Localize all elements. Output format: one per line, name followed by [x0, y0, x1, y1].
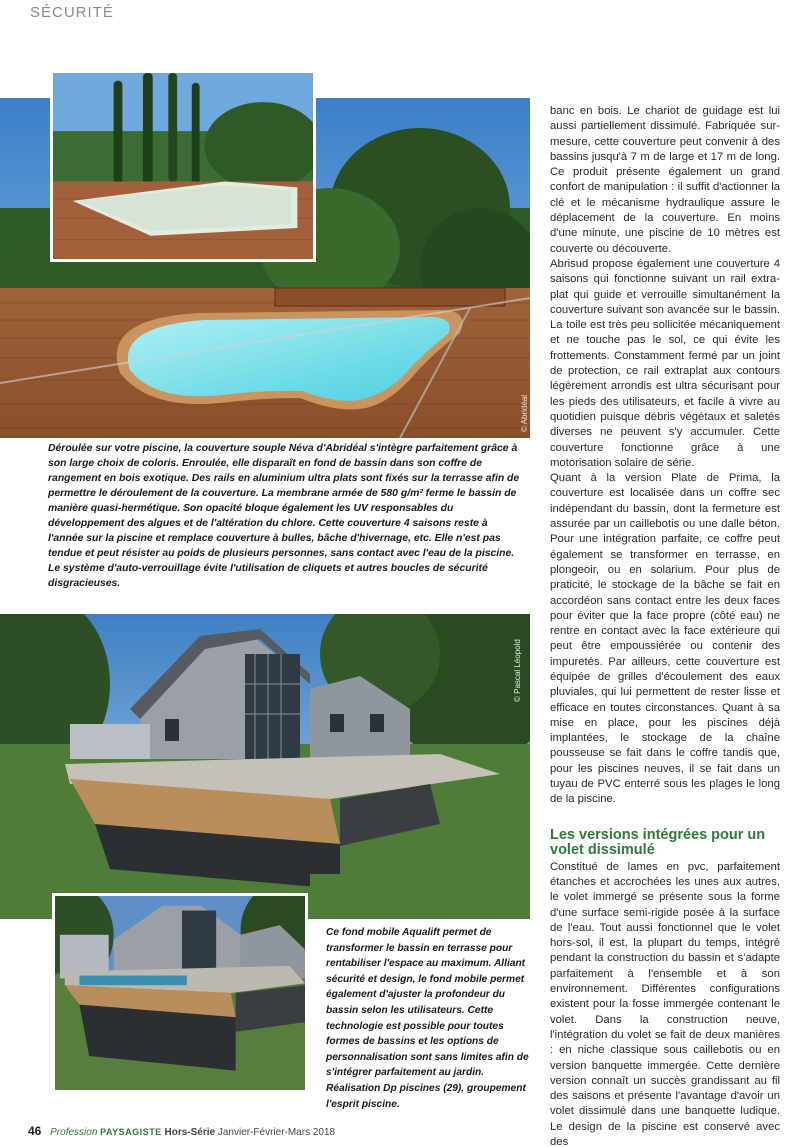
pool-cover-inset-photo — [50, 70, 316, 262]
page-number: 46 — [28, 1124, 42, 1138]
article-paragraph-2: Abrisud propose également une couverture 4 saisons qui fonctionne suivant un rail extra-plat qui guide et verrouille simultanément la couverture suivant son avancée sur le bassin. La toile est très peu sollicitée mécaniquement et ne touche pas le sol, ce qui évite les frottements. Constamment fermé par un joint de protection, ce rail extraplat aux contours légèrement arrondis est ultra sécurisant pour les pieds des utilisateurs, et facile à vivre au quotidien puisque débris végétaux et saletés diverses ne peuvent s'y accumuler. Cette couverture fonctionne grâce à une motorisation solaire de série. — [550, 257, 780, 469]
article-paragraph-4: Constitué de lames en pvc, parfaitement étanches et accrochées les unes aux autres, le volet immergé se présente sous la forme d'une surface semi-rigide posée à la surface de l'eau. Tout aussi fonctionnel que le volet hors-sol, il est, la plupart du temps, intégré pendant la construction du bassin et s'adapte parfaitement à l'ensemble et à son environnement. Différentes configurations existent pour la fosse immergée contenant le volet. Dans la construction neuve, l'intégration du volet se fait de deux manières : en niche classique sous caillebotis ou en version banquette immergée. Cette dernière version connaît un succès grandissant au fil des saisons et présente l'avantage d'avoir un volet dissimulé dans une banquette ludique. Le design de la piscine est conservé avec des — [550, 860, 780, 1147]
article-subheading: Les versions intégrées pour un volet dissimulé — [550, 826, 766, 858]
article-paragraph-3: Quant à la version Plate de Prima, la couverture est localisée dans un coffre sec indépendant du bassin, dont la fermeture est assurée par un caillebotis ou une dalle béton. Pour une intégration parfaite, ce coffre peut également se transformer en terrasse, en plongeoir, ou en solarium. Pour plus de praticité, le stockage de la bâche se fait en accordéon sans contact entre les deux faces pour éviter que la face propre (côté eau) ne rentre en contact avec la face extérieure qui peut être empoussiérée ou contenir des impuretés. Par ailleurs, cette couverture est équipée de grilles d'écoulement des eaux pluviales, qui lui permettent de rester lisse et efficace en toutes circonstances. Quant à sa mise en place, pour les piscines déjà implantées, le stockage de la chaîne pousseuse se fait dans le coffre tandis que, pour les piscines neuves, il se fait dans un tuyau de PVC enterré sous les plages le long de la piscine. — [550, 472, 780, 806]
bottom-caption-text: Ce fond mobile Aqualift permet de transformer le bassin en terrasse pour rentabiliser l'espace au maximum. Alliant sécurité et design, le fond mobile permet également d'ajuster la profondeur du bassin selon les utilisateurs. Cette technologie est possible pour toutes formes de bassins et les options de personnalisation sont sans limites afin de s'intégrer parfaitement au jardin. Réalisation Dp piscines (29), groupement l'esprit piscine. — [326, 927, 529, 1110]
house-pool-photo — [0, 614, 530, 919]
article-paragraph-1: banc en bois. Le chariot de guidage est lui aussi partiellement dissimulé. Fabriquée sur-mesure, cette couverture peut convenir à des bassins jusqu'à 7 m de large et 17 m de long. Ce produit présente également un grand confort de manipulation : il suffit d'actionner la clé et le mécanisme hydraulique assure le déplacement de la couverture. En moins d'une minute, une piscine de 10 mètres est couverte ou découverte. — [550, 105, 780, 255]
page-footer — [28, 1124, 335, 1138]
house-inset-photo — [52, 893, 308, 1093]
magazine-name: Profession — [50, 1127, 98, 1138]
section-label: SÉCURITÉ — [30, 4, 114, 21]
photo-credit-leopold: © Pascal Léopold — [513, 639, 522, 702]
issue-date: Janvier-Février-Mars 2018 — [217, 1127, 336, 1138]
photo-credit-abrideal: © Abridéal — [520, 394, 529, 432]
top-caption — [48, 441, 523, 591]
bottom-caption — [326, 925, 531, 1112]
issue-label: Hors-Série — [164, 1127, 216, 1138]
top-caption-text: Déroulée sur votre piscine, la couverture souple Néva d'Abridéal s'intègre parfaitement grâce à son large choix de coloris. Enroulée, elle disparaît en fond de bassin dans son coffre de rangement en bois exotique. Des rails en aluminium ultra plats sont fixés sur la terrasse afin de permettre le déroulement de la couverture. La membrane armée de 580 g/m² ferme le bassin de manière quasi-hermétique. Son opacité bloque également les UV responsables du développement des algues et de l'altération du chlore. Cette couverture 4 saisons reste à l'année sur la piscine et remplace couverture à bulles, bâche d'hivernage, etc. Elle n'est pas tendue et peut résister au poids de plusieurs personnes, sans contact avec l'eau de la piscine. Le système d'auto-verrouillage évite l'utilisation de cliquets et autres boucles de sécurité disgracieuses. — [48, 443, 520, 589]
magazine-name-2: PAYSAGISTE — [100, 1127, 162, 1137]
article-column — [550, 104, 780, 1147]
